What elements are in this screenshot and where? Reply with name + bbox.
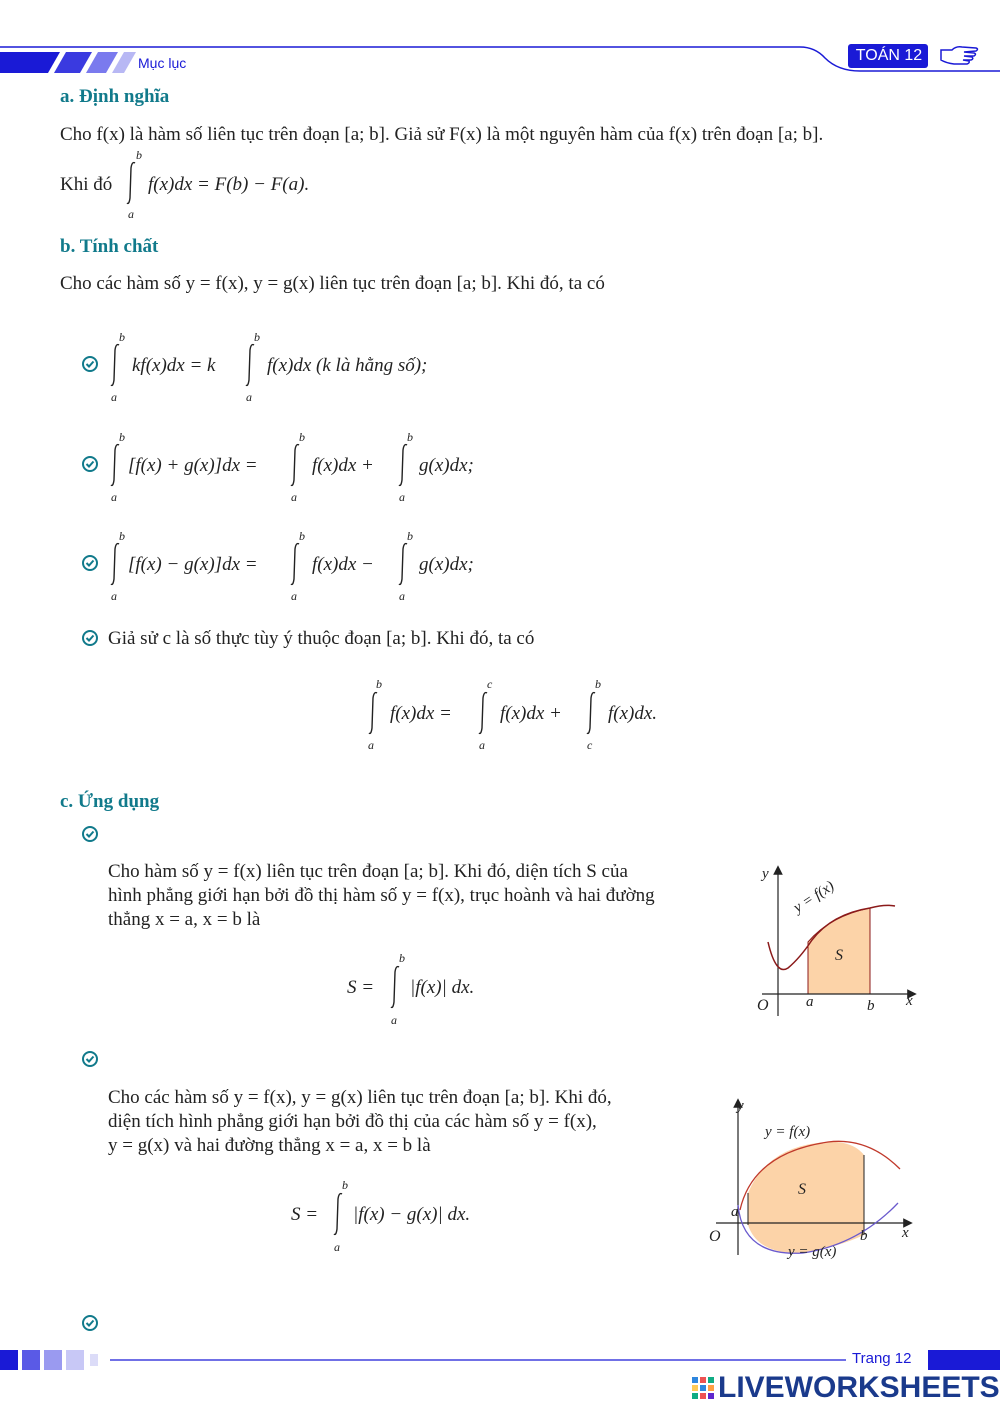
area-formula-1: |f(x)| dx.	[410, 977, 475, 998]
graph2-origin: O	[709, 1228, 721, 1245]
check-circle-icon	[81, 629, 99, 647]
property-3-mid: f(x)dx −	[312, 554, 374, 575]
upper-limit: b	[342, 1178, 348, 1192]
property-4-text: Giả sử c là số thực tùy ý thuộc đoạn [a; b]. Khi đó, ta có	[108, 628, 535, 649]
integral-sign	[110, 541, 122, 587]
property-1-left: kf(x)dx = k	[132, 355, 216, 376]
area-symbol: S =	[291, 1204, 319, 1225]
application-2-line-1: Cho các hàm số y = f(x), y = g(x) liên tục trên đoạn [a; b]. Khi đó,	[108, 1087, 612, 1108]
upper-limit: c	[487, 677, 493, 691]
lower-limit: a	[111, 589, 117, 603]
upper-limit: b	[119, 330, 125, 344]
integral-sign	[368, 690, 380, 736]
graph1-origin: O	[757, 997, 769, 1014]
liveworksheets-logo-icon	[692, 1377, 714, 1399]
upper-limit: b	[399, 951, 405, 965]
property-2-mid: f(x)dx +	[312, 455, 374, 476]
check-circle-icon	[81, 1050, 99, 1068]
integral-sign	[290, 442, 302, 488]
check-circle-icon	[81, 455, 99, 473]
upper-limit: b	[136, 148, 142, 162]
upper-limit: b	[119, 529, 125, 543]
graph2-b-label: b	[860, 1228, 868, 1244]
toc-link[interactable]: Mục lục	[138, 55, 187, 71]
integral-sign	[478, 690, 490, 736]
graph2-g-label: y = g(x)	[788, 1244, 837, 1260]
property-1-right: f(x)dx (k là hằng số);	[267, 355, 428, 376]
lower-limit: a	[368, 738, 374, 752]
lower-limit: a	[391, 1013, 397, 1027]
graph2-area-label: S	[798, 1181, 806, 1198]
check-circle-icon	[81, 825, 99, 843]
integral-sign	[110, 342, 122, 388]
lower-limit: a	[334, 1240, 340, 1254]
lower-limit: a	[399, 589, 405, 603]
upper-limit: b	[254, 330, 260, 344]
integral-sign	[290, 541, 302, 587]
lower-limit: a	[399, 490, 405, 504]
page-number: Trang 12	[852, 1350, 912, 1367]
area-symbol: S =	[347, 977, 375, 998]
integral-sign	[333, 1191, 345, 1237]
graph1-curve-label: y = f(x)	[790, 878, 838, 917]
application-2-line-2: diện tích hình phẳng giới hạn bởi đồ thị của các hàm số y = f(x),	[108, 1111, 597, 1132]
upper-limit: b	[299, 529, 305, 543]
property-3-right: g(x)dx;	[419, 554, 474, 575]
upper-limit: b	[376, 677, 382, 691]
area-formula-2: |f(x) − g(x)| dx.	[353, 1204, 471, 1225]
graph1-area-label: S	[835, 947, 843, 964]
additivity-term-3: f(x)dx.	[608, 703, 658, 724]
check-circle-icon	[81, 554, 99, 572]
property-2-left: [f(x) + g(x)]dx =	[128, 455, 258, 476]
graph2-x-label: x	[902, 1225, 909, 1241]
lower-limit: a	[128, 207, 134, 221]
upper-limit: b	[407, 529, 413, 543]
application-2-line-3: y = g(x) và hai đường thẳng x = a, x = b là	[108, 1135, 431, 1156]
lower-limit: a	[111, 390, 117, 404]
integral-sign	[586, 690, 598, 736]
lower-limit: a	[246, 390, 252, 404]
definition-prefix: Khi đó	[60, 174, 113, 195]
property-2-right: g(x)dx;	[419, 455, 474, 476]
lower-limit: a	[479, 738, 485, 752]
section-c-heading: c. Ứng dụng	[60, 791, 160, 812]
integral-sign	[110, 442, 122, 488]
lower-limit: a	[291, 490, 297, 504]
graph2-y-label: y	[737, 1098, 744, 1114]
liveworksheets-brand[interactable]: LIVEWORKSHEETS	[718, 1371, 1000, 1404]
area-between-curves-graph	[708, 1095, 918, 1265]
footer-banner	[0, 1348, 1000, 1372]
integral-sign	[398, 541, 410, 587]
additivity-term-2: f(x)dx +	[500, 703, 562, 724]
pointing-hand-icon	[938, 44, 980, 68]
definition-formula: f(x)dx = F(b) − F(a).	[148, 174, 310, 195]
lower-limit: c	[587, 738, 593, 752]
graph2-f-label: y = f(x)	[765, 1124, 811, 1140]
integral-sign	[126, 160, 138, 206]
upper-limit: b	[595, 677, 601, 691]
check-circle-icon	[81, 1314, 99, 1332]
lower-limit: a	[291, 589, 297, 603]
upper-limit: b	[299, 430, 305, 444]
application-1-line-2: hình phẳng giới hạn bởi đồ thị hàm số y = f(x), trục hoành và hai đường	[108, 885, 655, 906]
definition-line: Cho f(x) là hàm số liên tục trên đoạn [a; b]. Giả sử F(x) là một nguyên hàm của f(x) trên đoạn [a; b].	[60, 124, 824, 145]
additivity-term-1: f(x)dx =	[390, 703, 452, 724]
application-1-line-1: Cho hàm số y = f(x) liên tục trên đoạn [a; b]. Khi đó, diện tích S của	[108, 861, 628, 882]
graph1-y-label: y	[762, 866, 769, 882]
check-circle-icon	[81, 355, 99, 373]
application-1-line-3: thẳng x = a, x = b là	[108, 909, 261, 930]
integral-sign	[245, 342, 257, 388]
upper-limit: b	[119, 430, 125, 444]
property-3-left: [f(x) − g(x)]dx =	[128, 554, 258, 575]
lower-limit: a	[111, 490, 117, 504]
graph1-b-label: b	[867, 998, 875, 1014]
graph1-a-label: a	[806, 994, 814, 1010]
integral-sign	[398, 442, 410, 488]
section-a-heading: a. Định nghĩa	[60, 86, 170, 107]
subject-badge: TOÁN 12	[855, 47, 923, 64]
upper-limit: b	[407, 430, 413, 444]
properties-intro: Cho các hàm số y = f(x), y = g(x) liên tục trên đoạn [a; b]. Khi đó, ta có	[60, 273, 605, 294]
graph2-a-label: a	[731, 1204, 739, 1220]
section-b-heading: b. Tính chất	[60, 236, 159, 257]
graph1-x-label: x	[906, 993, 913, 1009]
integral-sign	[390, 964, 402, 1010]
